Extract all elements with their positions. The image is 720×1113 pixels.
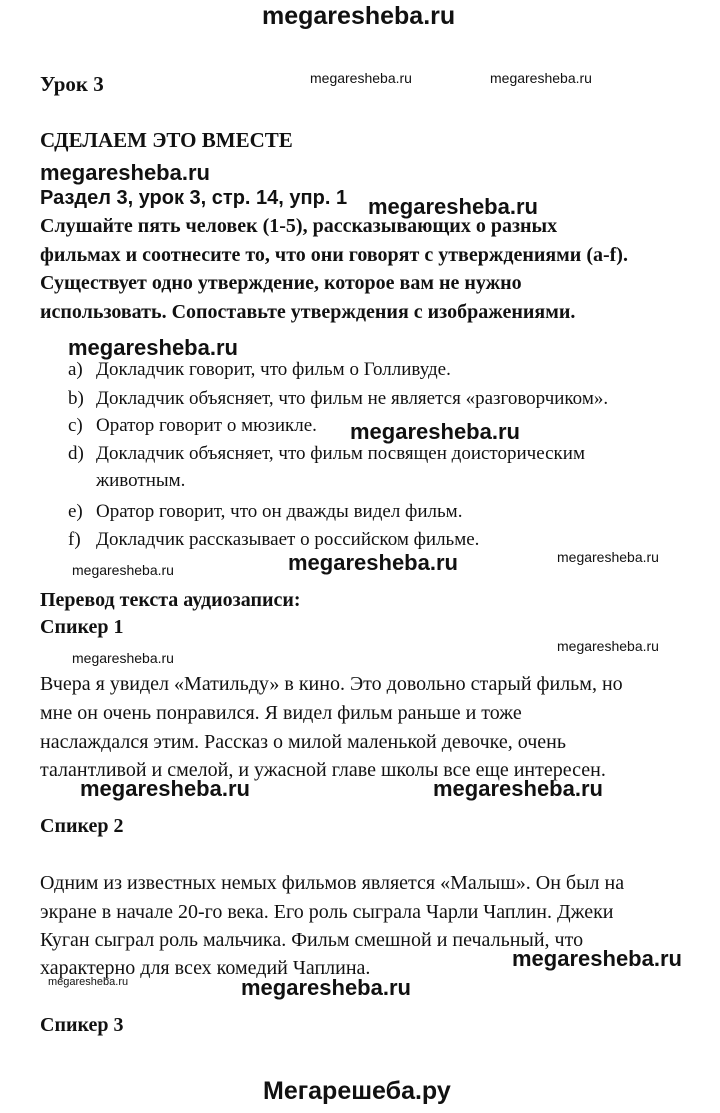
statement-text: Докладчик объясняет, что фильм не является «разговорчиком».	[96, 388, 609, 409]
watermark: megaresheba.ru	[72, 562, 174, 578]
speaker-text-line: Куган сыграл роль мальчика. Фильм смешной и печальный, что	[40, 929, 584, 951]
statement-item	[68, 415, 317, 437]
watermark: megaresheba.ru	[350, 419, 520, 444]
watermark: megaresheba.ru	[433, 776, 603, 801]
speaker-text-line: Одним из известных немых фильмов является «Малыш». Он был на	[40, 872, 625, 894]
statement-letter: e)	[68, 501, 83, 522]
statement-continuation: животным.	[96, 470, 186, 491]
watermark: megaresheba.ru	[557, 638, 659, 654]
header-site-title: megaresheba.ru	[262, 2, 456, 30]
footer-site-title: Мегарешеба.ру	[263, 1077, 451, 1105]
statement-letter: d)	[68, 443, 84, 464]
statement-letter: b)	[68, 388, 84, 409]
transcript-heading: Перевод текста аудиозаписи:	[40, 589, 301, 611]
statement-text: Докладчик рассказывает о российском фильме.	[96, 529, 480, 550]
speaker-text-line: экране в начале 20-го века. Его роль сыграла Чарли Чаплин. Джеки	[40, 901, 614, 923]
watermark: megaresheba.ru	[68, 335, 238, 360]
statement-text: Докладчик говорит, что фильм о Голливуде.	[96, 359, 451, 380]
speaker-text-line: наслаждался этим. Рассказ о милой маленькой девочке, очень	[40, 731, 566, 753]
watermark: megaresheba.ru	[40, 160, 210, 185]
task-line: использовать. Сопоставьте утверждения с изображениями.	[40, 301, 576, 323]
lesson-title: Урок 3	[40, 72, 104, 96]
statement-letter: a)	[68, 359, 83, 380]
speaker-title: Спикер 2	[40, 815, 124, 837]
statement-text: Оратор говорит о мюзикле.	[96, 415, 317, 436]
speaker-text-line: Вчера я увидел «Матильду» в кино. Это довольно старый фильм, но	[40, 673, 623, 695]
watermark: megaresheba.ru	[490, 70, 592, 86]
statement-letter: f)	[68, 529, 81, 550]
speaker-text-line: характерно для всех комедий Чаплина.	[40, 957, 371, 979]
speaker-text-line: талантливой и смелой, и ужасной главе школы все еще интересен.	[40, 759, 606, 781]
statement-item	[68, 359, 451, 381]
task-line: Слушайте пять человек (1-5), рассказывающих о разных	[40, 215, 558, 237]
watermark: megaresheba.ru	[557, 549, 659, 565]
exercise-reference: Раздел 3, урок 3, стр. 14, упр. 1	[40, 187, 348, 209]
statement-text: Докладчик объясняет, что фильм посвящен доисторическим	[96, 443, 585, 464]
statement-item	[68, 529, 479, 551]
speaker-title: Спикер 3	[40, 1014, 124, 1036]
statement-item	[68, 501, 462, 523]
statement-item	[68, 443, 585, 465]
statement-text: Оратор говорит, что он дважды видел фильм.	[96, 501, 463, 522]
speaker-title: Спикер 1	[40, 616, 124, 638]
watermark: megaresheba.ru	[72, 650, 174, 666]
task-line: Существует одно утверждение, которое вам не нужно	[40, 272, 522, 294]
watermark: megaresheba.ru	[80, 776, 250, 801]
watermark: megaresheba.ru	[241, 975, 411, 1000]
watermark: megaresheba.ru	[512, 946, 682, 971]
watermark: megaresheba.ru	[368, 194, 538, 219]
speaker-text-line: мне он очень понравился. Я видел фильм раньше и тоже	[40, 702, 522, 724]
watermark: megaresheba.ru	[48, 976, 129, 988]
task-line: фильмах и соотнесите то, что они говорят с утверждениями (a-f).	[40, 244, 628, 266]
watermark: megaresheba.ru	[288, 550, 458, 575]
section-title: СДЕЛАЕМ ЭТО ВМЕСТЕ	[40, 128, 293, 152]
statement-item	[68, 388, 608, 410]
statement-letter: c)	[68, 415, 83, 436]
watermark: megaresheba.ru	[310, 70, 412, 86]
